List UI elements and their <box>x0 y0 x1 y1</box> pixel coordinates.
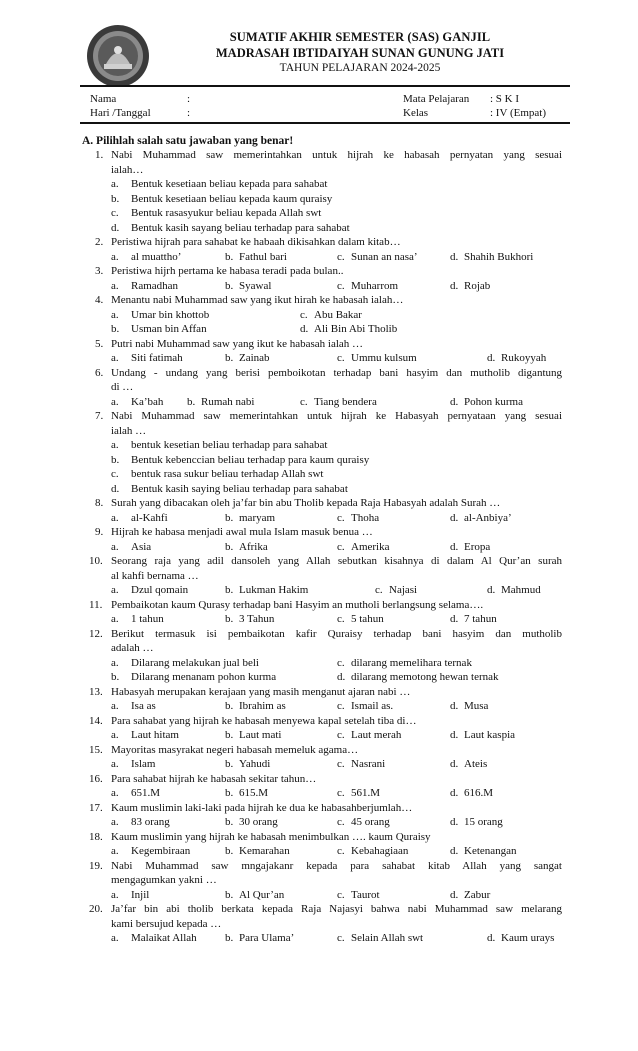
option-text: Bentuk kesetiaan beliau kepada para sahabat <box>131 178 328 190</box>
option-letter: d. <box>450 700 459 712</box>
option-letter: c. <box>337 656 345 669</box>
option-letter: c. <box>337 250 345 263</box>
option-text: 1 tahun <box>131 613 164 625</box>
tanggal-colon: : <box>187 107 191 119</box>
option-letter: a. <box>111 540 119 553</box>
option-text: Pohon kurma <box>464 395 523 408</box>
option-text: Kebahagiaan <box>351 845 409 857</box>
option-text: Usman bin Affan <box>131 323 207 335</box>
option-text: Asia <box>131 540 152 553</box>
option-letter: a. <box>111 613 119 625</box>
option-letter: b. <box>225 700 234 712</box>
question-text: Habasyah merupakan kerajaan yang masih menganut ajaran nabi … <box>111 685 411 698</box>
option-text: dilarang memotong hewan ternak <box>351 671 499 683</box>
option-text: Abu Bakar <box>314 308 362 321</box>
option-letter: d. <box>487 584 496 596</box>
question-text: Seorang raja yang adil dansoleh yang Allah sebutkan kisahnya di dalam Al Qur’an surah <box>111 555 562 567</box>
option-letter: a. <box>111 352 119 364</box>
question-number: 6. <box>95 366 104 379</box>
option-text: 5 tahun <box>351 613 384 625</box>
question-text: Ja’far bin abi tholib berkata kepada Raja Najasyi bahwa nabi Muhammad saw melarang <box>111 903 562 915</box>
question-number: 2. <box>95 236 104 248</box>
option-text: 30 orang <box>239 816 278 828</box>
option-letter: d. <box>450 395 459 408</box>
option-text: Afrika <box>239 540 268 553</box>
question-number: 3. <box>95 265 104 277</box>
question-number: 17. <box>89 801 103 814</box>
option-letter: c. <box>337 352 345 364</box>
option-letter: c. <box>375 584 383 596</box>
option-text: Dzul qomain <box>131 584 189 596</box>
option-letter: d. <box>450 511 459 524</box>
option-letter: c. <box>337 613 345 625</box>
option-letter: d. <box>450 787 459 799</box>
question-text: Berikut termasuk isi pembaikotan kafir Quraisy terhadap bani hasyim dan mutholib <box>111 627 562 640</box>
question-text: Para sahabat hijrah ke habasah sekitar tahun… <box>111 772 317 785</box>
option-letter: c. <box>337 932 345 944</box>
question-number: 18. <box>89 830 103 843</box>
option-text: Kemarahan <box>239 845 290 857</box>
option-text: Eropa <box>464 540 491 553</box>
question-text: ialah… <box>111 163 144 176</box>
option-text: Shahih Bukhori <box>464 250 534 263</box>
question-text: Peristiwa hijrah para sahabat ke habaah dikisahkan dalam kitab… <box>111 236 401 248</box>
option-text: Ismail as. <box>351 700 394 712</box>
identity-rule <box>80 122 570 124</box>
question-number: 4. <box>95 294 104 306</box>
option-letter: c. <box>300 395 308 408</box>
option-text: Bentuk rasasyukur beliau kepada Allah swt <box>131 207 322 219</box>
option-text: maryam <box>239 511 276 524</box>
option-text: Ramadhan <box>131 279 179 292</box>
option-text: Lukman Hakim <box>239 584 309 596</box>
option-text: Ibrahim as <box>239 700 286 712</box>
section-title: A. Pilihlah salah satu jawaban yang benar! <box>82 135 294 147</box>
option-letter: b. <box>225 816 234 828</box>
mapel-label: Mata Pelajaran <box>403 93 470 105</box>
option-letter: a. <box>111 729 119 741</box>
question-text: mengagumkan yakni … <box>111 874 217 886</box>
option-letter: d. <box>111 221 120 234</box>
kelas-label: Kelas <box>403 107 429 119</box>
question-number: 9. <box>95 526 104 538</box>
option-letter: a. <box>111 656 119 669</box>
option-letter: b. <box>187 395 196 408</box>
question-number: 13. <box>89 685 103 698</box>
option-letter: c. <box>111 468 119 480</box>
option-letter: b. <box>225 758 234 770</box>
header-rule <box>80 85 570 87</box>
option-text: 615.M <box>239 787 269 799</box>
option-text: Para Ulama’ <box>239 932 295 944</box>
option-text: Islam <box>131 758 156 770</box>
tanggal-label: Hari /Tanggal <box>90 107 151 119</box>
option-letter: b. <box>111 453 120 466</box>
kelas-value: : IV (Empat) <box>490 107 547 119</box>
question-number: 7. <box>95 410 104 422</box>
mapel-value: : S K I <box>490 93 520 105</box>
option-text: Bentuk kesetiaan beliau kepada kaum quraisy <box>131 192 333 205</box>
option-text: Zabur <box>464 888 491 901</box>
option-text: Selain Allah swt <box>351 932 424 944</box>
school-name: MADRASAH IBTIDAIYAH SUNAN GUNUNG JATI <box>215 46 505 60</box>
option-letter: b. <box>225 584 234 596</box>
question-number: 5. <box>95 337 104 350</box>
option-text: Siti fatimah <box>131 352 183 364</box>
option-letter: a. <box>111 279 119 292</box>
option-text: Ateis <box>464 758 488 770</box>
option-letter: b. <box>111 323 120 335</box>
option-text: Malaikat Allah <box>131 932 197 944</box>
option-text: Musa <box>464 700 489 712</box>
option-letter: c. <box>337 888 345 901</box>
nama-label: Nama <box>90 93 117 105</box>
question-number: 19. <box>89 859 103 872</box>
option-text: Zainab <box>239 352 270 364</box>
option-letter: c. <box>111 207 119 219</box>
question-number: 8. <box>95 497 104 509</box>
school-logo <box>86 24 150 88</box>
option-text: Laut mati <box>239 729 282 741</box>
option-text: Kegembiraan <box>131 845 191 857</box>
option-letter: a. <box>111 816 119 828</box>
question-number: 1. <box>95 149 104 161</box>
option-text: Ketenangan <box>464 845 517 857</box>
option-letter: b. <box>225 511 234 524</box>
option-letter: d. <box>450 613 459 625</box>
question-text: Putri nabi Muhammad saw yang ikut ke habasah ialah … <box>111 337 364 350</box>
option-letter: d. <box>111 482 120 495</box>
question-text: Kaum muslimin yang hijrah ke habasah menimbulkan …. kaum Quraisy <box>111 830 431 843</box>
option-letter: b. <box>225 932 234 944</box>
option-text: Laut merah <box>351 729 402 741</box>
question-number: 14. <box>89 714 103 727</box>
option-letter: d. <box>450 540 459 553</box>
option-letter: b. <box>225 540 234 553</box>
option-text: al-Kahfi <box>131 511 168 524</box>
option-letter: a. <box>111 178 119 190</box>
option-letter: a. <box>111 511 119 524</box>
option-text: 616.M <box>464 787 494 799</box>
option-letter: c. <box>337 787 345 799</box>
option-letter: a. <box>111 584 119 596</box>
question-text: Mayoritas masyrakat negeri habasah memeluk agama… <box>111 743 359 756</box>
option-text: 651.M <box>131 787 161 799</box>
question-text: Menantu nabi Muhammad saw yang ikut hirah ke habasah ialah… <box>111 294 404 306</box>
option-text: Bentuk kasih sayang beliau terhadap para sahabat <box>131 221 350 234</box>
option-letter: d. <box>450 758 459 770</box>
option-text: al-Anbiya’ <box>464 511 512 524</box>
question-text: Kaum muslimin laki-laki pada hijrah ke dua ke habasahberjumlah… <box>111 801 413 814</box>
option-letter: b. <box>225 613 234 625</box>
option-text: Amerika <box>351 540 390 553</box>
option-text: 561.M <box>351 787 381 799</box>
option-letter: a. <box>111 845 119 857</box>
option-text: Bentuk kebenccian beliau terhadap para kaum quraisy <box>131 453 370 466</box>
option-letter: c. <box>337 845 345 857</box>
question-number: 12. <box>89 627 103 640</box>
option-letter: b. <box>225 888 234 901</box>
option-text: Syawal <box>239 279 272 292</box>
question-number: 16. <box>89 772 103 785</box>
option-letter: d. <box>450 279 459 292</box>
option-letter: c. <box>337 816 345 828</box>
question-text: di … <box>111 381 134 393</box>
question-text: ialah … <box>111 424 147 437</box>
option-letter: d. <box>450 816 459 828</box>
question-text: Para sahabat yang hijrah ke habasah menyewa kapal setelah tiba di… <box>111 714 417 727</box>
option-letter: c. <box>337 511 345 524</box>
option-letter: a. <box>111 308 119 321</box>
question-text: Hijrah ke habasa menjadi awal mula Islam masuk benua … <box>111 526 373 538</box>
option-text: Rukoyyah <box>501 352 547 364</box>
option-text: dilarang memelihara ternak <box>351 656 472 669</box>
option-text: 7 tahun <box>464 613 497 625</box>
option-text: Najasi <box>389 584 418 596</box>
option-letter: c. <box>337 700 345 712</box>
option-letter: c. <box>337 279 345 292</box>
question-text: Undang - undang yang berisi pemboikotan terhadap bani hasyim dan mutholib digantung <box>111 366 562 379</box>
option-text: Isa as <box>131 700 156 712</box>
option-letter: d. <box>450 845 459 857</box>
question-text: adalah … <box>111 642 154 654</box>
option-text: Thoha <box>351 511 380 524</box>
option-text: Nasrani <box>351 758 386 770</box>
option-text: Ali Bin Abi Tholib <box>314 323 398 335</box>
option-letter: c. <box>300 308 308 321</box>
option-text: Umar bin khottob <box>131 308 210 321</box>
option-letter: b. <box>111 671 120 683</box>
option-text: Mahmud <box>501 584 541 596</box>
option-text: 83 orang <box>131 816 170 828</box>
option-text: Ka’bah <box>131 395 164 408</box>
option-letter: d. <box>450 250 459 263</box>
option-letter: b. <box>225 787 234 799</box>
option-text: Al Qur’an <box>239 888 285 901</box>
option-letter: d. <box>300 323 309 335</box>
option-letter: a. <box>111 395 119 408</box>
option-text: 3 Tahun <box>239 613 275 625</box>
question-text: Nabi Muhammad saw memerintahkan untuk hijrah ke habasah pernyatan yang sesuai <box>111 149 562 161</box>
question-text: Surah yang dibacakan oleh ja’far bin abu Tholib kepada Raja Habasyah adalah Surah … <box>111 497 501 509</box>
option-text: bentuk rasa sukur beliau terhadap Allah swt <box>131 468 324 480</box>
nama-colon: : <box>187 93 191 105</box>
option-letter: b. <box>225 845 234 857</box>
option-letter: d. <box>487 352 496 364</box>
option-letter: b. <box>225 729 234 741</box>
option-text: Tiang bendera <box>314 395 377 408</box>
question-text: kami bersujud kepada … <box>111 917 222 930</box>
option-letter: a. <box>111 250 119 263</box>
option-letter: a. <box>111 932 119 944</box>
option-text: al muattho’ <box>131 250 182 263</box>
option-text: Dilarang melakukan jual beli <box>131 656 259 669</box>
option-text: Laut kaspia <box>464 729 516 741</box>
question-text: Nabi Muhammad saw mngajakanr kepada para sahabat kitab Allah yang sangat <box>111 859 562 872</box>
option-letter: b. <box>225 250 234 263</box>
option-text: Taurot <box>351 888 380 901</box>
question-text: al kahfi bernama … <box>111 569 199 582</box>
option-letter: a. <box>111 787 119 799</box>
option-letter: d. <box>337 671 346 683</box>
option-letter: a. <box>111 888 119 901</box>
exam-title: SUMATIF AKHIR SEMESTER (SAS) GANJIL <box>229 30 491 44</box>
option-text: bentuk kesetian beliau terhadap para sahabat <box>131 439 328 451</box>
option-letter: c. <box>337 540 345 553</box>
option-text: Yahudi <box>239 758 271 770</box>
option-letter: b. <box>225 279 234 292</box>
option-letter: d. <box>487 932 496 944</box>
option-text: Sunan an nasa’ <box>351 250 418 263</box>
option-letter: d. <box>450 888 459 901</box>
option-text: Rojab <box>464 279 491 292</box>
option-text: Ummu kulsum <box>351 352 417 364</box>
academic-year: TAHUN PELAJARAN 2024-2025 <box>279 62 441 74</box>
question-number: 20. <box>89 903 103 915</box>
question-number: 10. <box>89 555 103 567</box>
option-text: Laut hitam <box>131 729 179 741</box>
option-letter: a. <box>111 439 119 451</box>
question-number: 11. <box>89 598 103 611</box>
option-letter: c. <box>337 758 345 770</box>
question-text: Nabi Muhammad saw memerintahkan untuk hijrah ke Habasyah pernyataan yang sesuai <box>111 410 562 422</box>
option-text: Kaum urays <box>501 932 555 944</box>
option-text: Rumah nabi <box>201 395 255 408</box>
option-letter: c. <box>337 729 345 741</box>
question-number: 15. <box>89 743 103 756</box>
option-letter: b. <box>111 192 120 205</box>
question-text: Peristiwa hijrh pertama ke habasa teradi pada bulan.. <box>111 265 344 277</box>
option-letter: b. <box>225 352 234 364</box>
option-letter: a. <box>111 758 119 770</box>
option-text: Muharrom <box>351 279 399 292</box>
option-text: Fathul bari <box>239 250 287 263</box>
option-letter: d. <box>450 729 459 741</box>
option-text: 15 orang <box>464 816 503 828</box>
question-text: Pembaikotan kaum Qurasy terhadap bani Hasyim an mutholi berlangsung selama…. <box>111 598 484 611</box>
option-text: Injil <box>131 888 150 901</box>
option-text: Bentuk kasih saying beliau terhadap para sahabat <box>131 482 348 495</box>
option-text: Dilarang menanam pohon kurma <box>131 671 277 683</box>
option-letter: a. <box>111 700 119 712</box>
option-text: 45 orang <box>351 816 390 828</box>
